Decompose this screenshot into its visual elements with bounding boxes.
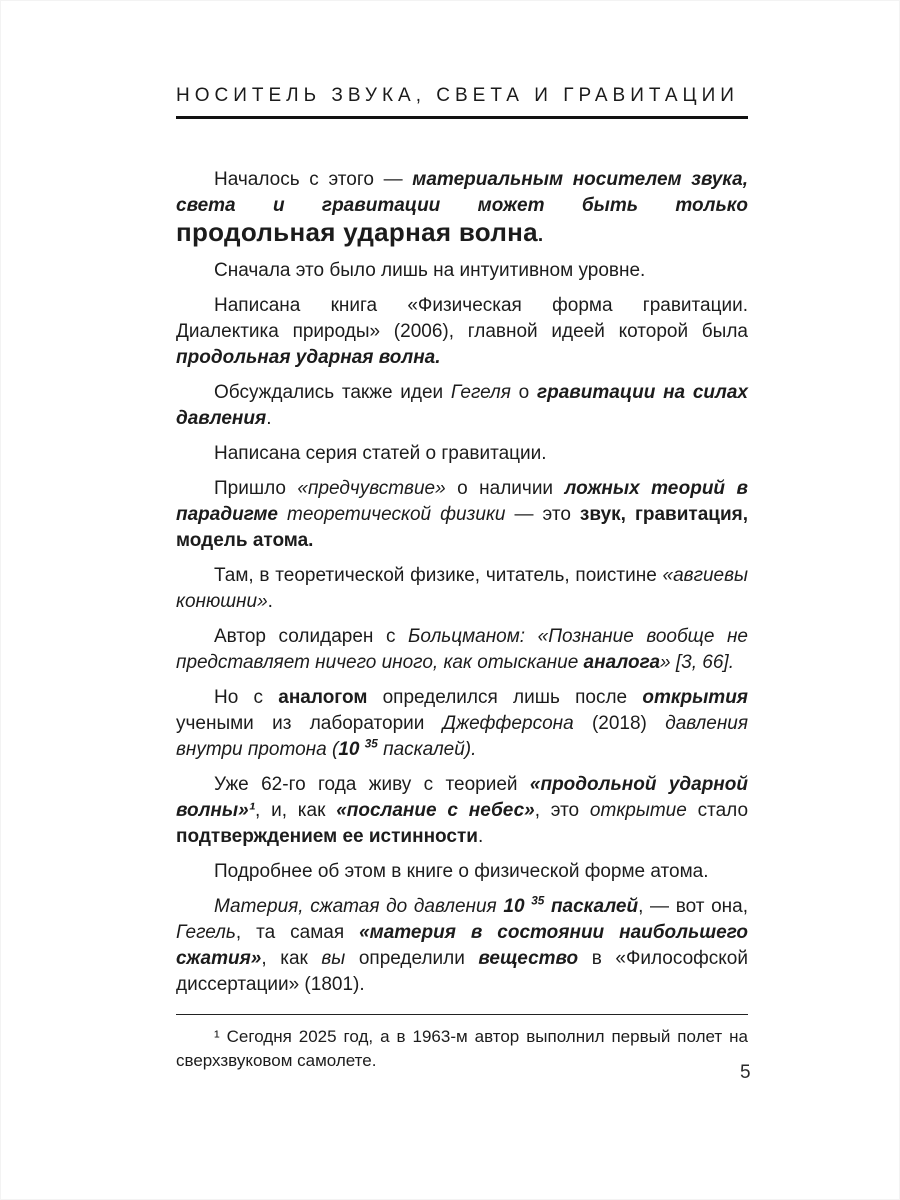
text-segment: Уже 62-го года живу с теорией xyxy=(214,774,530,795)
text-segment: аналога xyxy=(583,652,661,673)
page-number: 5 xyxy=(740,1062,751,1083)
text-segment: Обсуждались также идеи xyxy=(214,382,451,403)
text-segment: подтверждением ее истинности xyxy=(176,826,478,847)
text-segment: Материя, сжатая до давления xyxy=(214,896,504,917)
paragraph xyxy=(176,859,748,885)
text-segment: продольная ударная волна xyxy=(176,217,538,247)
text-segment: «авгиевы конюшни» xyxy=(176,565,748,612)
text-segment: учеными из лаборатории xyxy=(176,713,443,734)
text-segment: Гегель xyxy=(176,922,236,943)
text-segment: , это xyxy=(534,800,590,821)
chapter-title: НОСИТЕЛЬ ЗВУКА, СВЕТА И ГРАВИТАЦИИ xyxy=(176,85,739,106)
text-segment: Написана серия статей о гравитации. xyxy=(214,443,547,464)
paragraph xyxy=(176,563,748,615)
text-segment: Написана книга «Физическая форма гравитации. Диалектика природы» (2006), главной идеей которой была xyxy=(176,295,748,342)
text-segment: паскалей xyxy=(544,896,639,917)
paragraph xyxy=(176,476,748,554)
paragraph xyxy=(176,685,748,763)
header-rule xyxy=(176,116,748,119)
paragraphs xyxy=(176,167,748,998)
text-segment: . xyxy=(477,826,484,847)
text-segment: 10 xyxy=(503,896,532,917)
paragraph xyxy=(176,293,748,371)
text-segment: Больцманом: «Познание вообще не представляет ничего иного, как отыскание xyxy=(176,626,748,673)
text-segment: вещество xyxy=(478,948,579,969)
text-segment: «материя в состоянии наибольшего сжатия» xyxy=(176,922,748,969)
text-segment: Там, в теоретической физике, читатель, поистине xyxy=(214,565,663,586)
text-segment: материальным носителем звука, света и гравитации может быть только xyxy=(176,169,748,216)
text-segment: — это xyxy=(505,504,580,525)
text-segment: продольная ударная волна. xyxy=(176,347,441,368)
text-segment: теоретической физики xyxy=(287,504,506,525)
text-segment: гравитации на силах давления xyxy=(176,382,748,429)
text-segment: определился лишь после xyxy=(367,687,643,708)
text-segment: аналогом xyxy=(278,687,368,708)
footnote xyxy=(176,1025,748,1073)
footnote-rule xyxy=(176,1014,748,1015)
text-segment: открытие xyxy=(589,800,687,821)
text-segment: о наличии xyxy=(445,478,565,499)
text-segment: Сначала это было лишь на интуитивном уровне. xyxy=(214,260,646,281)
body-text xyxy=(176,167,748,1073)
text-segment: «послание с небес» xyxy=(336,800,535,821)
text-segment: о xyxy=(510,382,537,403)
text-segment: » [3, 66]. xyxy=(660,652,734,673)
text-segment: давления внутри протона ( xyxy=(176,713,748,760)
text-segment: , та самая xyxy=(235,922,360,943)
text-segment: вы xyxy=(321,948,346,969)
running-header xyxy=(176,85,748,119)
text-segment: в «Философской диссертации» (1801). xyxy=(176,948,748,995)
text-segment: , как xyxy=(261,948,322,969)
text-segment: Автор солидарен с xyxy=(214,626,409,647)
text-segment: Джефферсона xyxy=(442,713,574,734)
text-segment: «предчувствие» xyxy=(297,478,446,499)
text-segment: «продольной ударной волны»¹ xyxy=(176,774,748,821)
text-segment: ложных теорий в парадигме xyxy=(176,478,748,525)
text-segment: Подробнее об этом в книге о физической форме атома. xyxy=(214,861,709,882)
text-segment: ¹ xyxy=(214,1027,227,1046)
text-segment: Пришло xyxy=(214,478,298,499)
text-segment: . xyxy=(537,225,544,246)
text-segment: паскалей). xyxy=(377,739,477,760)
text-segment: Началось с этого — xyxy=(214,169,413,190)
paragraph xyxy=(176,167,748,249)
text-block xyxy=(176,85,748,1073)
text-segment: Гегеля xyxy=(450,382,511,403)
paragraph xyxy=(176,441,748,467)
text-segment: 35 xyxy=(364,737,378,751)
text-segment: . xyxy=(266,408,272,429)
text-segment: стало xyxy=(686,800,749,821)
paragraph xyxy=(176,624,748,676)
text-segment: 35 xyxy=(531,894,545,908)
text-segment: звук, гравитация, модель атома. xyxy=(176,504,748,551)
text-segment: определили xyxy=(345,948,479,969)
paragraph xyxy=(176,894,748,998)
text-segment: открытия xyxy=(642,687,748,708)
paragraph xyxy=(176,380,748,432)
text-segment: Сегодня 2025 год, а в 1963-м автор выполнил первый полет на сверхзвуковом самолете. xyxy=(176,1027,748,1070)
text-segment: , — вот она, xyxy=(638,896,749,917)
text-segment: 10 xyxy=(338,739,365,760)
paragraph xyxy=(176,258,748,284)
text-segment: Но с xyxy=(214,687,279,708)
text-segment: . xyxy=(267,591,273,612)
text-segment: (2018) xyxy=(573,713,666,734)
text-segment: , и, как xyxy=(255,800,337,821)
paragraph xyxy=(176,772,748,850)
